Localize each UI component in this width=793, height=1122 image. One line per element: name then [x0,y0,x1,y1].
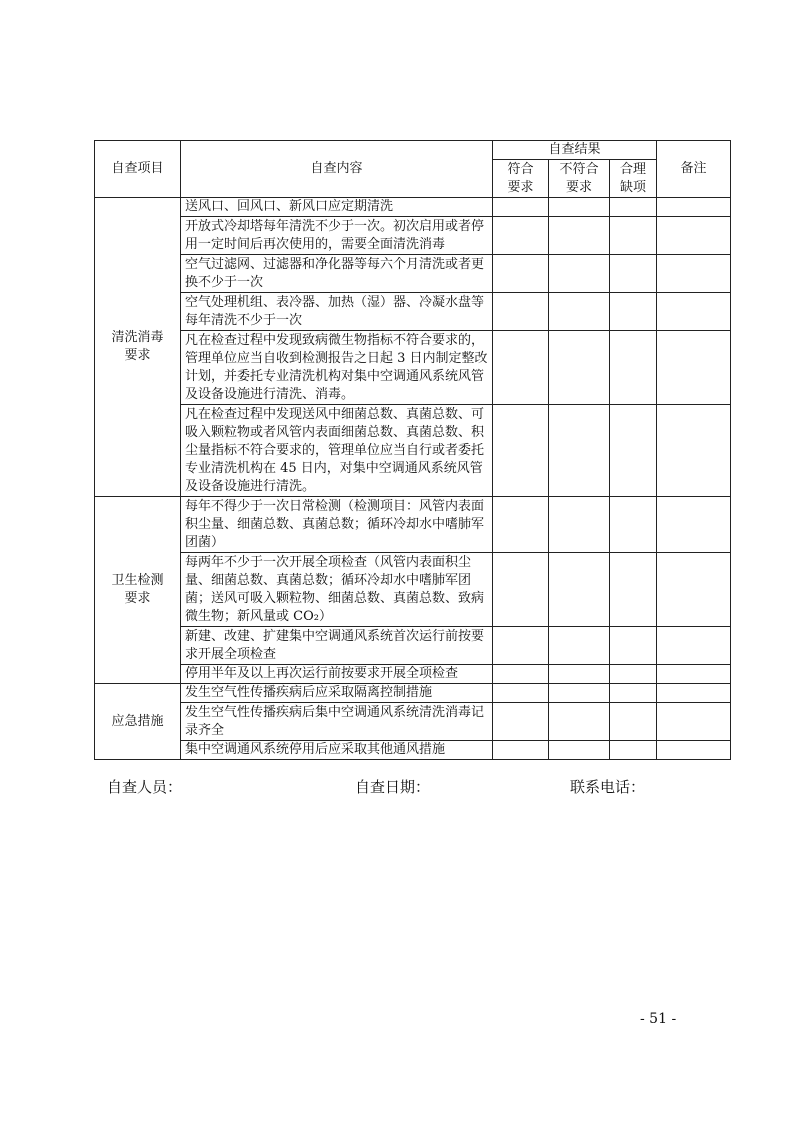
remark-cell[interactable] [657,703,731,741]
remark-cell[interactable] [657,497,731,553]
nonconform-cell[interactable] [549,741,610,760]
nonconform-cell[interactable] [549,255,610,293]
table-row [95,497,731,553]
conform-cell[interactable] [493,703,549,741]
content-cell: 开放式冷却塔每年清洗不少于一次。初次启用或者停用一定时间后再次使用的，需要全面清洗消毒 [181,217,493,255]
content-cell: 凡在检查过程中发现致病微生物指标不符合要求的，管理单位应当自收到检测报告之日起 3 日内制定整改计划，并委托专业清洗机构对集中空调通风系统风管及设备设施进行清洗、消毒。 [181,331,493,405]
conform-cell[interactable] [493,331,549,405]
content-cell: 送风口、回风口、新风口应定期清洗 [181,198,493,217]
remark-cell[interactable] [657,741,731,760]
header-item: 自查项目 [95,141,181,198]
content-cell: 每年不得少于一次日常检测（检测项目：风管内表面积尘量、细菌总数、真菌总数；循环冷却水中嗜肺军团菌） [181,497,493,553]
table-row [95,665,731,684]
table-row [95,684,731,703]
header-conform: 符合 要求 [493,160,549,198]
nonconform-cell[interactable] [549,665,610,684]
remark-cell[interactable] [657,331,731,405]
nonconform-cell[interactable] [549,198,610,217]
table-row [95,331,731,405]
nonconform-cell[interactable] [549,497,610,553]
phone-label: 联系电话： [570,778,646,796]
table-row [95,405,731,497]
conform-cell[interactable] [493,741,549,760]
conform-cell[interactable] [493,405,549,497]
table-row [95,703,731,741]
conform-cell[interactable] [493,684,549,703]
category-cell: 清洗消毒 要求 [95,198,181,497]
conform-cell[interactable] [493,293,549,331]
conform-cell[interactable] [493,217,549,255]
missing-cell[interactable] [610,703,657,741]
nonconform-cell[interactable] [549,293,610,331]
table-row [95,741,731,760]
missing-cell[interactable] [610,255,657,293]
missing-cell[interactable] [610,198,657,217]
remark-cell[interactable] [657,684,731,703]
table-row [95,293,731,331]
header-nonconform: 不符合 要求 [549,160,610,198]
header-remark: 备注 [657,141,731,198]
conform-cell[interactable] [493,497,549,553]
content-cell: 每两年不少于一次开展全项检查（风管内表面积尘量、细菌总数、真菌总数；循环冷却水中嗜肺军团菌；送风可吸入颗粒物、细菌总数、真菌总数、致病微生物；新风量或 CO₂） [181,553,493,627]
content-cell: 空气过滤网、过滤器和净化器等每六个月清洗或者更换不少于一次 [181,255,493,293]
nonconform-cell[interactable] [549,684,610,703]
nonconform-cell[interactable] [549,405,610,497]
remark-cell[interactable] [657,198,731,217]
missing-cell[interactable] [610,497,657,553]
nonconform-cell[interactable] [549,703,610,741]
header-content: 自查内容 [181,141,493,198]
table-row [95,217,731,255]
table-row [95,627,731,665]
content-cell: 发生空气性传播疾病后应采取隔离控制措施 [181,684,493,703]
table-row [95,198,731,217]
category-cell: 卫生检测 要求 [95,497,181,684]
conform-cell[interactable] [493,553,549,627]
conform-cell[interactable] [493,255,549,293]
missing-cell[interactable] [610,217,657,255]
content-cell: 发生空气性传播疾病后集中空调通风系统清洗消毒记录齐全 [181,703,493,741]
table-row [95,255,731,293]
remark-cell[interactable] [657,405,731,497]
remark-cell[interactable] [657,217,731,255]
inspector-label: 自查人员： [107,778,183,796]
nonconform-cell[interactable] [549,217,610,255]
remark-cell[interactable] [657,255,731,293]
content-cell: 凡在检查过程中发现送风中细菌总数、真菌总数、可吸入颗粒物或者风管内表面细菌总数、真菌总数、积尘量指标不符合要求的，管理单位应当自行或者委托专业清洗机构在 45 日内，对集中空调通风系统风管及设备设施进行清洗。 [181,405,493,497]
signature-footer [100,776,660,798]
remark-cell[interactable] [657,293,731,331]
page-number: - 51 - [640,1011,677,1027]
missing-cell[interactable] [610,665,657,684]
remark-cell[interactable] [657,627,731,665]
missing-cell[interactable] [610,331,657,405]
content-cell: 停用半年及以上再次运行前按要求开展全项检查 [181,665,493,684]
content-cell: 集中空调通风系统停用后应采取其他通风措施 [181,741,493,760]
table-row [95,553,731,627]
nonconform-cell[interactable] [549,331,610,405]
header-result: 自查结果 [493,141,657,160]
date-label: 自查日期： [355,778,431,796]
content-cell: 新建、改建、扩建集中空调通风系统首次运行前按要求开展全项检查 [181,627,493,665]
category-cell: 应急措施 [95,684,181,760]
conform-cell[interactable] [493,665,549,684]
missing-cell[interactable] [610,405,657,497]
missing-cell[interactable] [610,627,657,665]
remark-cell[interactable] [657,553,731,627]
content-cell: 空气处理机组、表冷器、加热（湿）器、冷凝水盘等每年清洗不少于一次 [181,293,493,331]
missing-cell[interactable] [610,684,657,703]
table-body [95,198,731,760]
missing-cell[interactable] [610,553,657,627]
remark-cell[interactable] [657,665,731,684]
missing-cell[interactable] [610,741,657,760]
header-missing: 合理 缺项 [610,160,657,198]
missing-cell[interactable] [610,293,657,331]
self-check-table [94,140,731,760]
nonconform-cell[interactable] [549,553,610,627]
conform-cell[interactable] [493,627,549,665]
conform-cell[interactable] [493,198,549,217]
nonconform-cell[interactable] [549,627,610,665]
